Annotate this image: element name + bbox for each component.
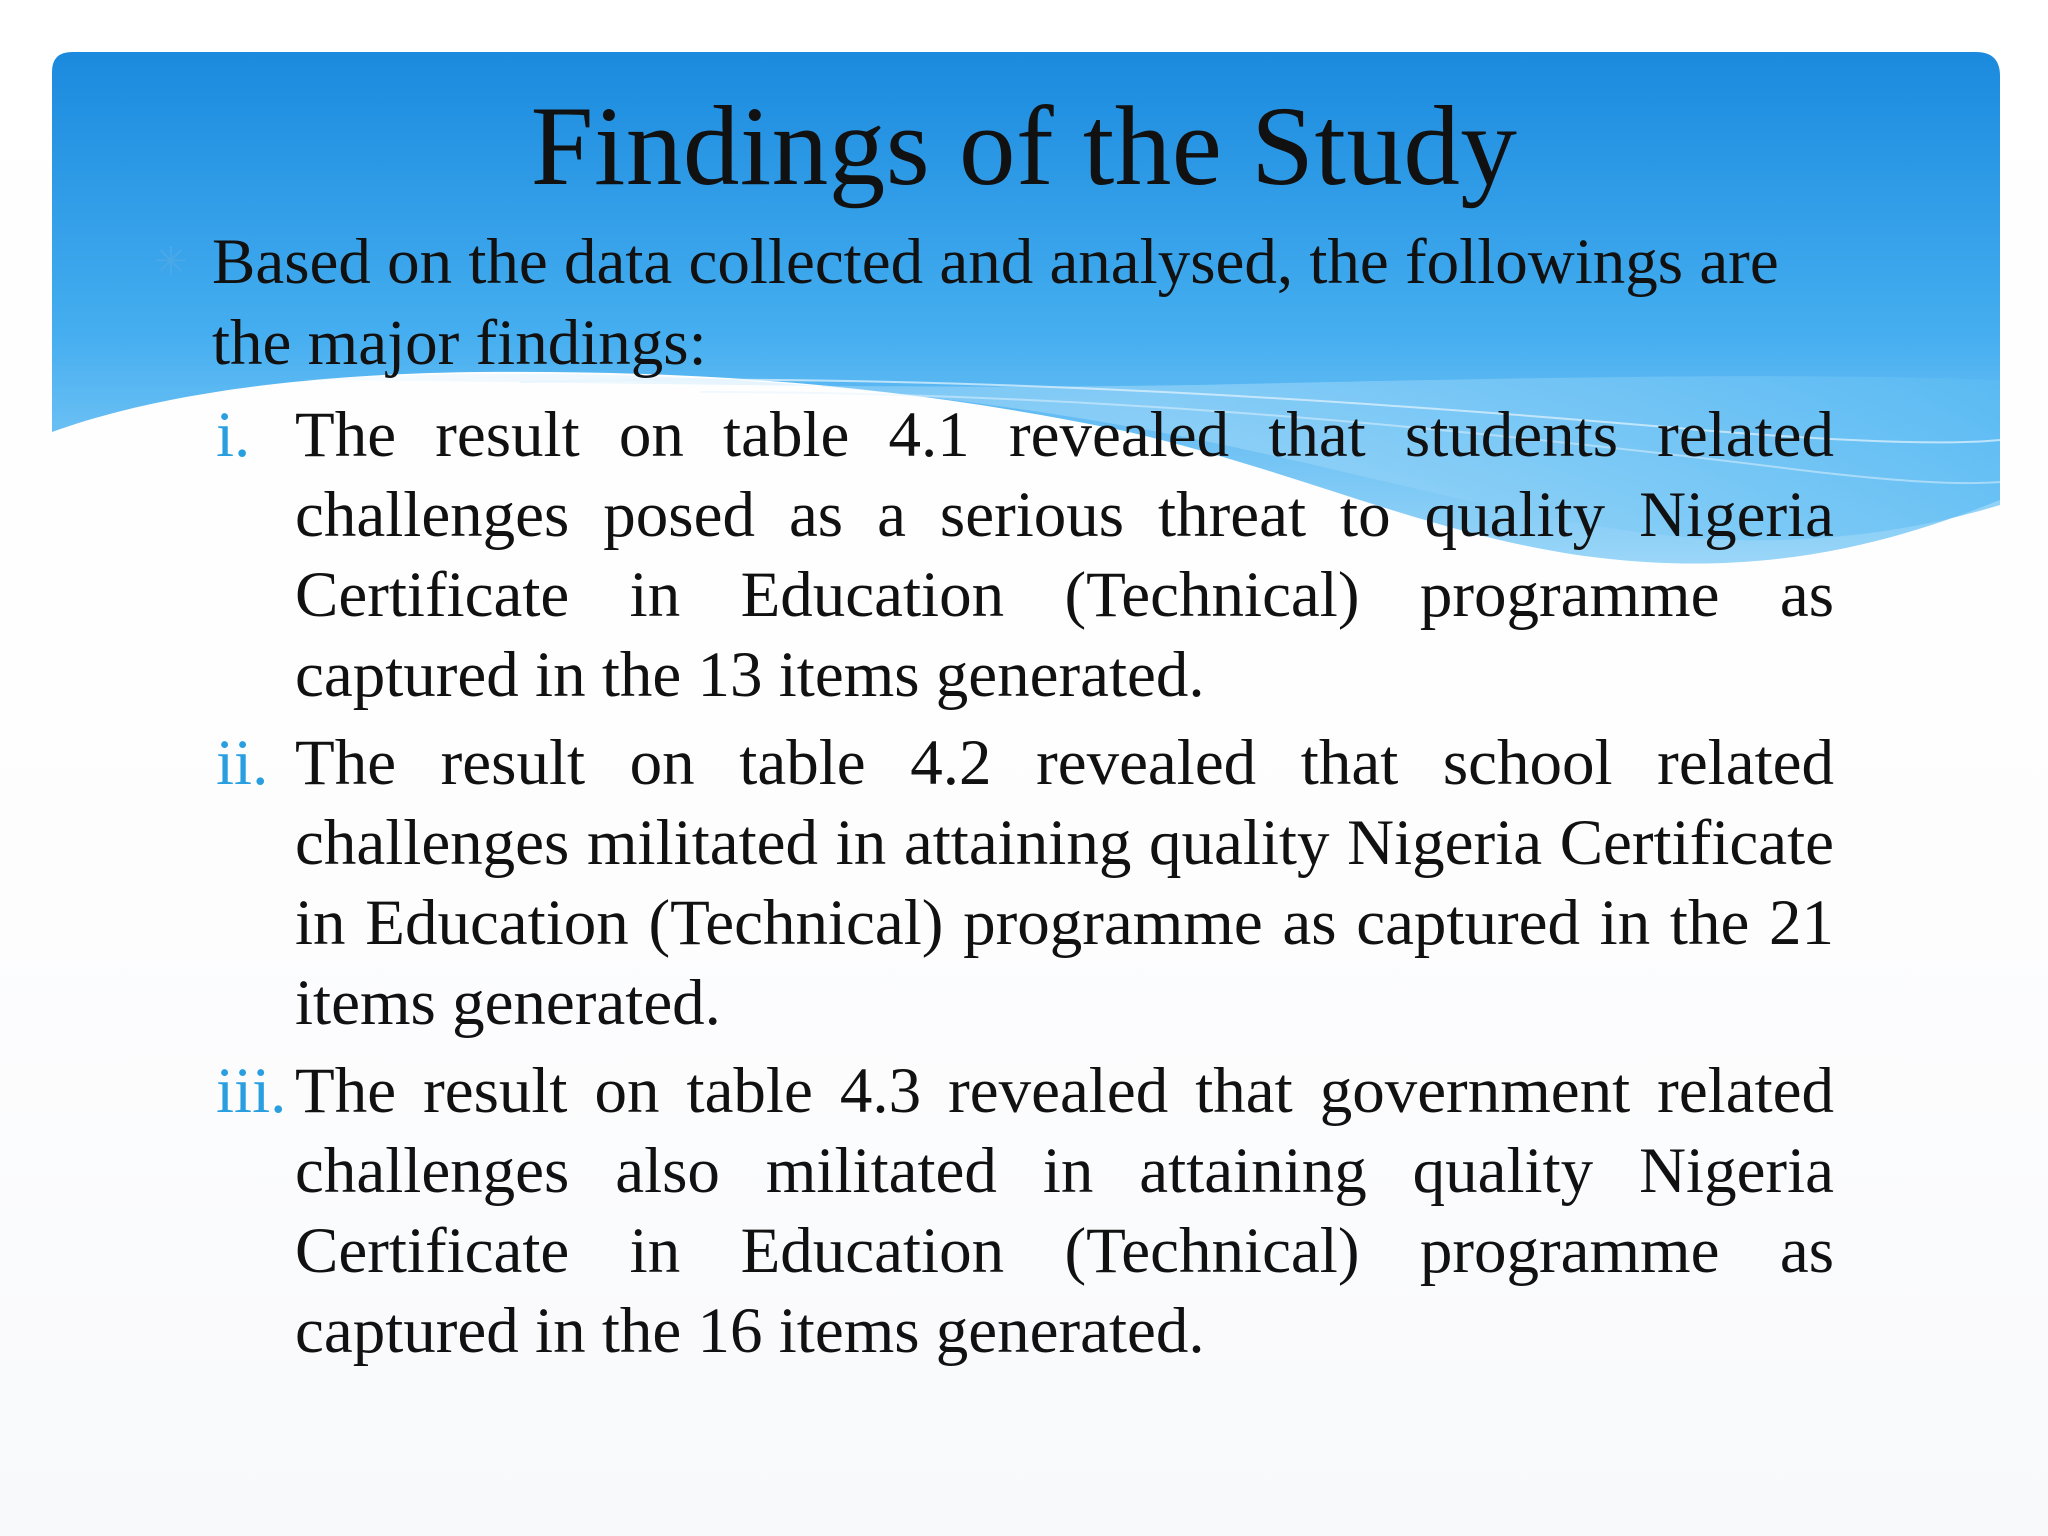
finding-marker: ii.	[216, 727, 269, 799]
finding-marker: iii.	[216, 1055, 287, 1127]
intro-paragraph	[154, 222, 1842, 384]
finding-text: The result on table 4.2 revealed that school related challenges militated in attaining quality Nigeria Certificate in Education (Technical) programme as captured in the 21 items generated.	[295, 727, 1834, 1039]
bullet-asterisk-icon: ✳	[154, 239, 188, 285]
intro-text: Based on the data collected and analysed, the followings are the major findings:	[212, 226, 1779, 379]
finding-marker: i.	[216, 399, 251, 471]
findings-list	[216, 395, 1834, 1379]
finding-text: The result on table 4.1 revealed that students related challenges posed as a serious threat to quality Nigeria Certificate in Education (Technical) programme as captured in the 13 items generated.	[295, 399, 1834, 711]
finding-text: The result on table 4.3 revealed that government related challenges also militated in attaining quality Nigeria Certificate in Education (Technical) programme as captured in the 16 items generated.	[295, 1055, 1834, 1367]
finding-item-2	[216, 723, 1834, 1043]
finding-item-3	[216, 1051, 1834, 1371]
finding-item-1	[216, 395, 1834, 715]
page-title: Findings of the Study	[530, 84, 1518, 209]
